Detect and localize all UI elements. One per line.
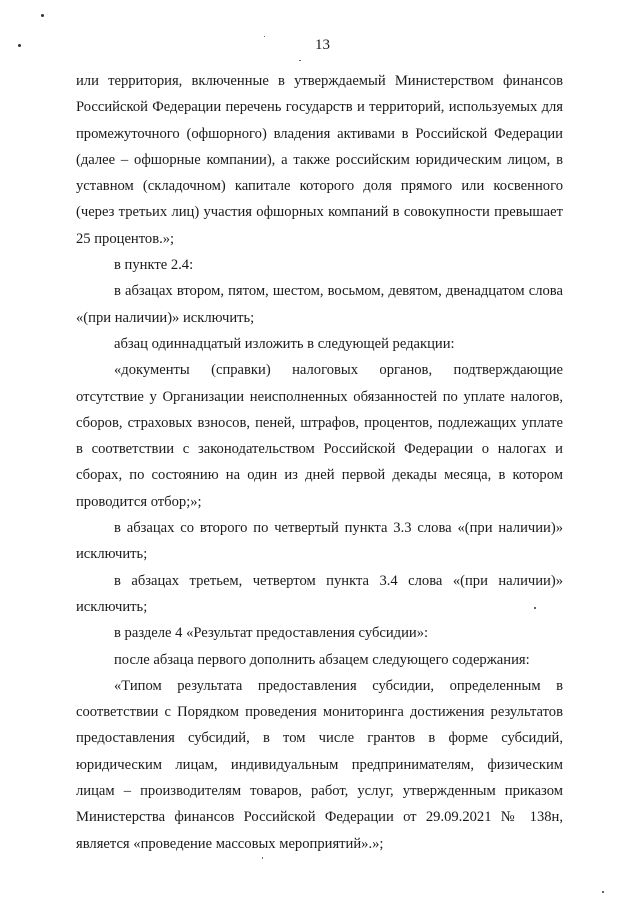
paragraph: абзац одиннадцатый изложить в следующей редакции: [114,335,455,352]
scan-speck [602,891,604,893]
document-body [76,68,563,857]
scan-speck [299,60,301,61]
scan-speck [41,14,44,17]
paragraph: в абзацах со второго по четвертый пункта 3.3 слова «(при наличии)» исключить; [76,520,563,563]
paragraph: или территория, включенные в утверждаемый Министерством финансов Российской Федерации перечень государств и территорий, используемых для промежуточного (офшорного) владения активами в Российской Федерации (далее – офшорные компании), а также российским юридическим лицом, в уставном (складочном) капитале которого доля прямого или косвенного (через третьих лиц) участия офшорных компаний в совокупности превышает 25 процентов.»; [76,73,563,247]
paragraph: в разделе 4 «Результат предоставления субсидии»: [114,625,429,642]
paragraph: «Типом результата предоставления субсидии, определенным в соответствии с Порядком проведения мониторинга достижения результатов предоставления субсидий, в том числе грантов в форме субсидий, юридическим лицам, индивидуальным предпринимателям, физическим лицам – производителям товаров, работ, услуг, утвержденным приказом Министерства финансов Российской Федерации от 29.09.2021 № 138н, является «проведение массовых мероприятий».»; [76,677,563,852]
scan-speck [262,857,263,859]
paragraph: в пункте 2.4: [114,257,194,274]
paragraph: «документы (справки) налоговых органов, подтверждающие отсутствие у Организации неисполненных обязанностей по уплате налогов, сборов, страховых взносов, пеней, штрафов, процентов, подлежащих уплате в соответствии с законодательством Российской Федерации о налогах и сборах, по состоянию на один из дней первой декады месяца, в котором проводится отбор;»; [76,362,563,510]
page-number: 13 [315,37,330,53]
paragraph: после абзаца первого дополнить абзацем следующего содержания: [114,651,530,668]
paragraph: в абзацах втором, пятом, шестом, восьмом, девятом, двенадцатом слова «(при наличии)» исключить; [76,283,563,326]
paragraph: в абзацах третьем, четвертом пункта 3.4 слова «(при наличии)» исключить; [76,572,563,615]
